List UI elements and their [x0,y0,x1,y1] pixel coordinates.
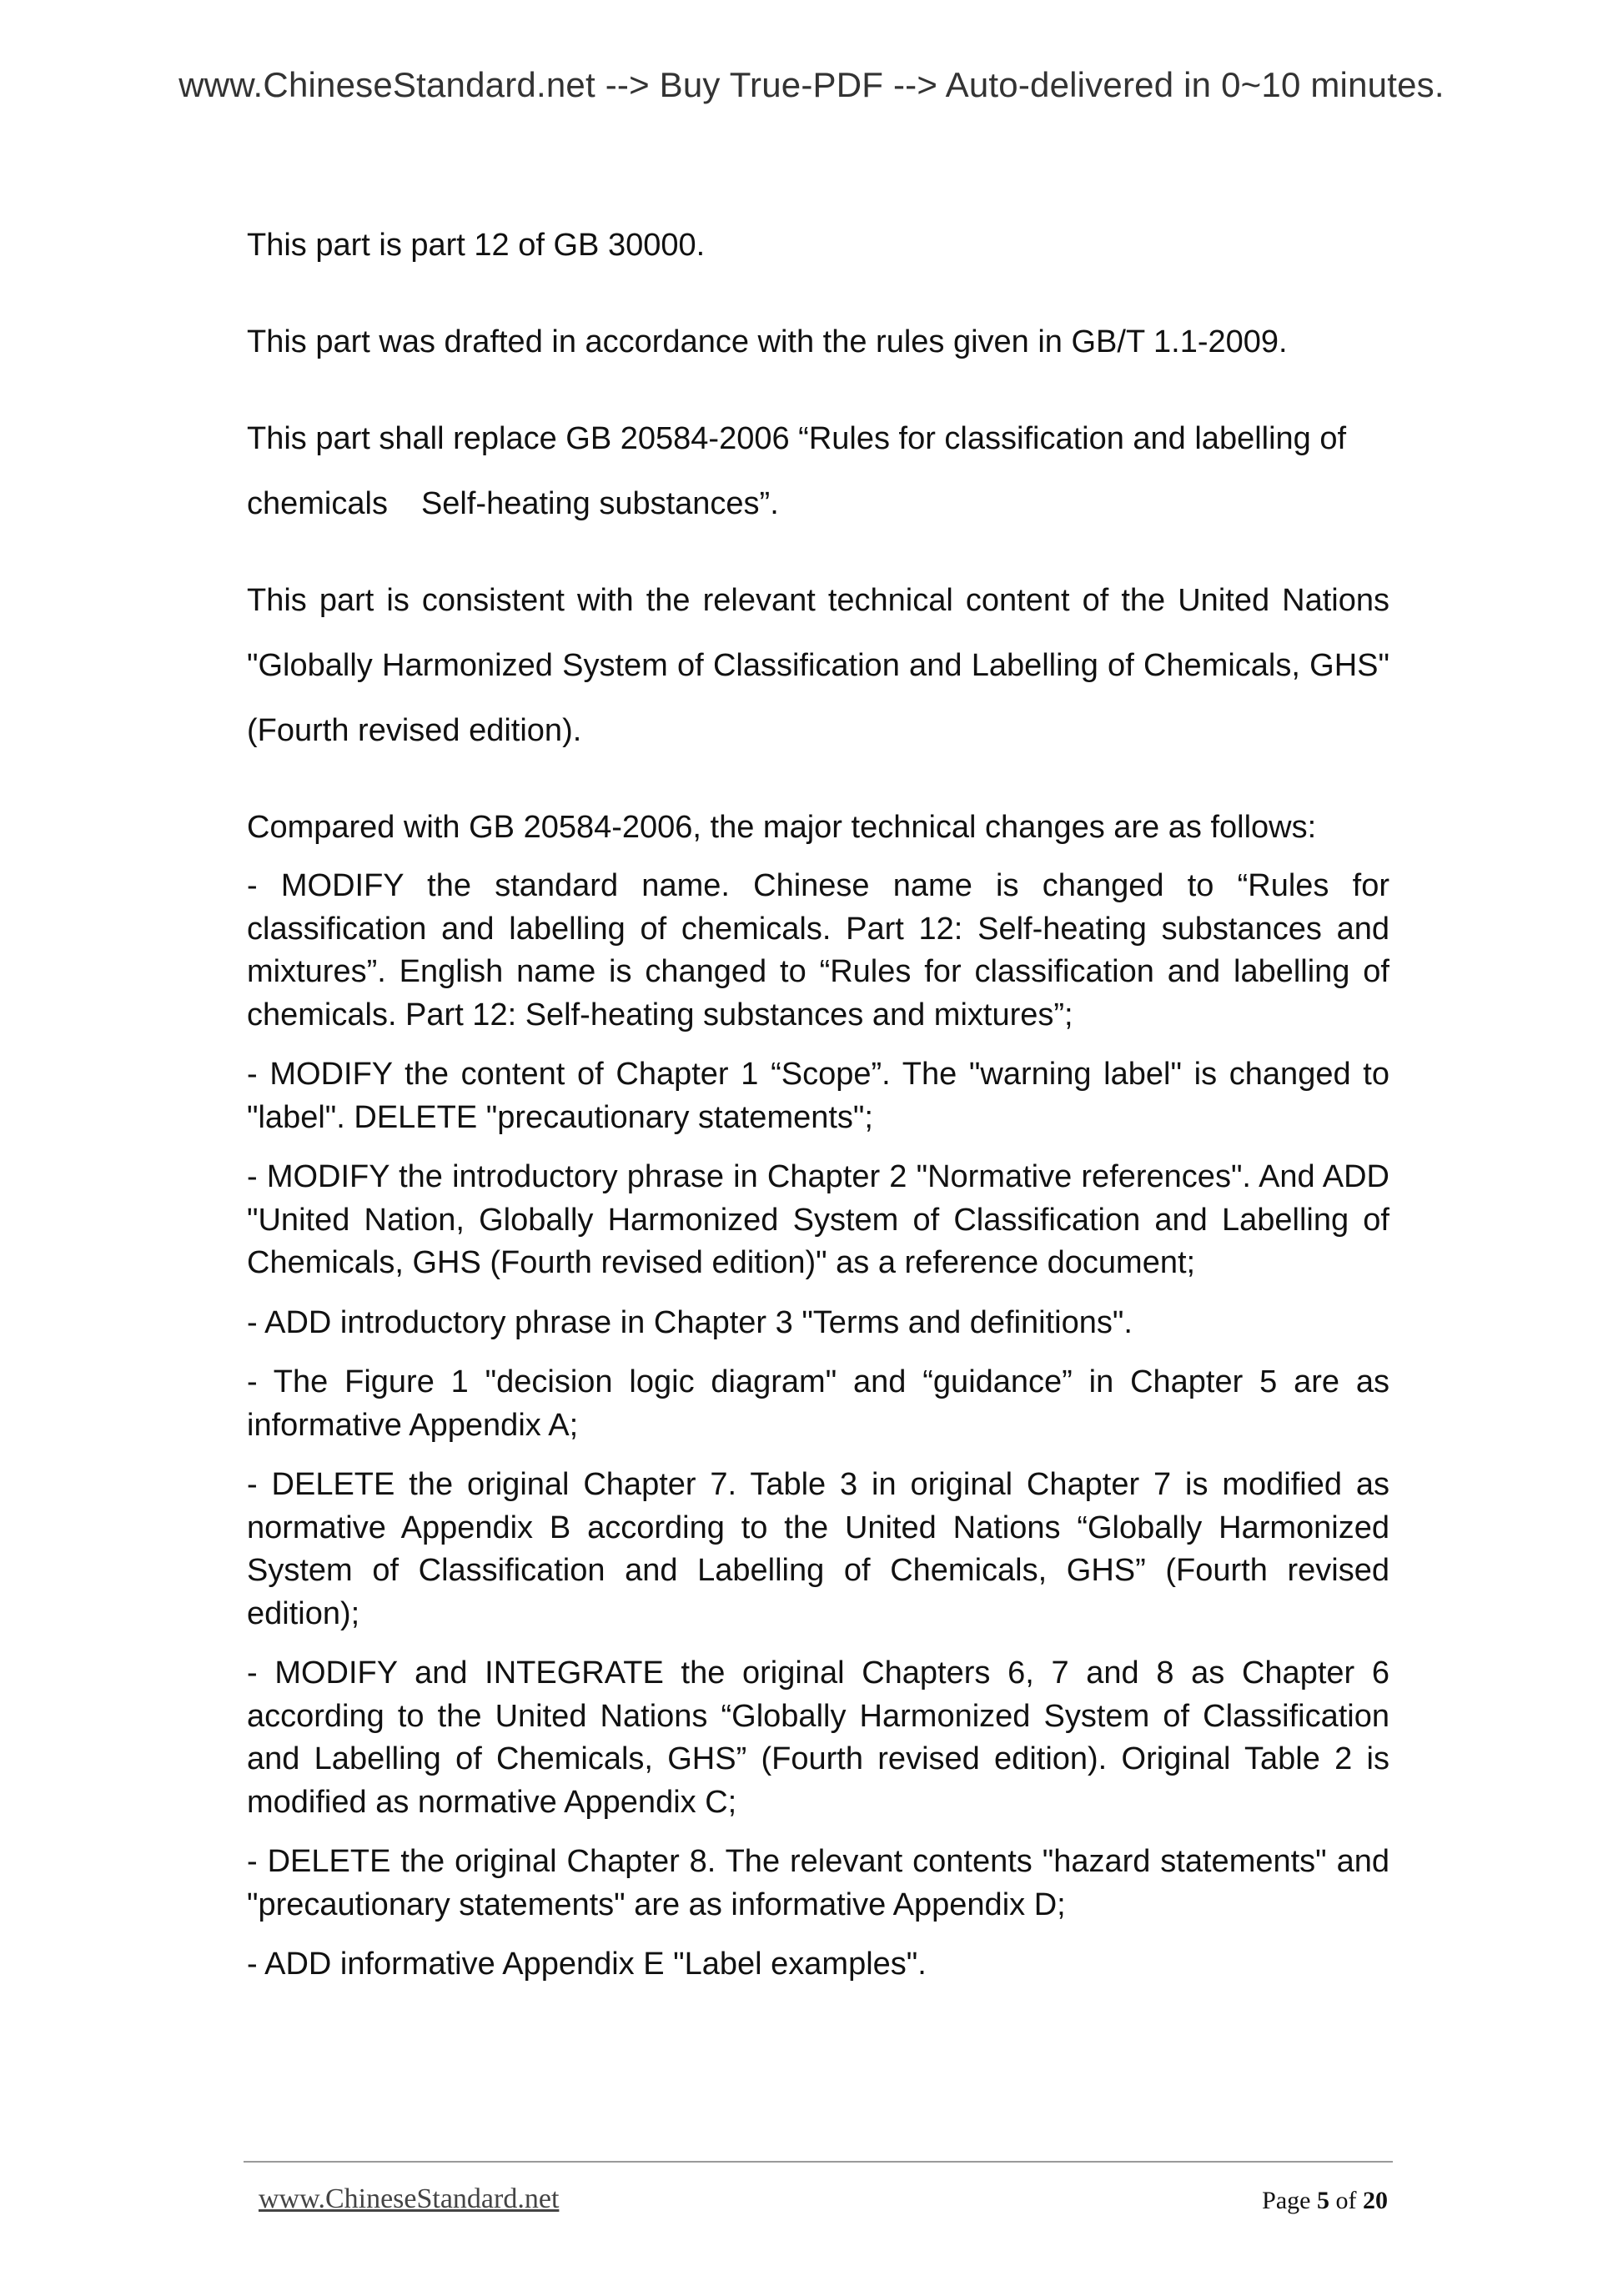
replacement-line-2a: chemicals [247,486,388,521]
paragraph-changes-intro: Compared with GB 20584-2006, the major technical changes are as follows: [247,810,1317,845]
changes-list [247,865,1389,1987]
page-number [1262,2187,1388,2215]
paragraph-drafting-rules: This part was drafted in accordance with the rules given in GB/T 1.1-2009. [247,324,1288,359]
document-body [247,213,1389,2003]
page-of: of [1335,2187,1357,2214]
list-item: - ADD introductory phrase in Chapter 3 "Terms and definitions". [247,1304,1133,1340]
page-label: Page [1262,2187,1311,2214]
replacement-line-1: This part shall replace GB 20584-2006 “Rules for classification and labelling of [247,421,1347,456]
list-item: - MODIFY and INTEGRATE the original Chapters 6, 7 and 8 as Chapter 6 according to the United Nations “Globally Harmonized System of Classification and Labelling of Chemicals, GHS” (Fourth revised edition). Original Table 2 is modified as normative Appendix C; [247,1655,1389,1820]
footer-divider [244,2161,1393,2163]
list-item: - DELETE the original Chapter 7. Table 3 in original Chapter 7 is modified as normative Appendix B according to the United Nations “Globally Harmonized System of Classification and Labelling of Chemicals, GHS” (Fourth revised edition); [247,1467,1389,1631]
list-item: - DELETE the original Chapter 8. The relevant contents "hazard statements" and "precautionary statements" are as informative Appendix D; [247,1844,1389,1922]
list-item: - MODIFY the standard name. Chinese name is changed to “Rules for classification and labelling of chemicals. Part 12: Self-heating substances and mixtures”. English name is changed to “Rules for classification and labelling of chemicals. Part 12: Self-heating substances and mixtures”; [247,868,1389,1032]
paragraph-replacement [247,406,1389,536]
list-item: - The Figure 1 "decision logic diagram" and “guidance” in Chapter 5 are as informative Appendix A; [247,1364,1389,1443]
header-banner: www.ChineseStandard.net --> Buy True-PDF --> Auto-delivered in 0~10 minutes. [178,65,1445,104]
list-item: - ADD informative Appendix E "Label examples". [247,1947,927,1982]
list-item: - MODIFY the introductory phrase in Chapter 2 "Normative references". And ADD "United Nation, Globally Harmonized System of Classification and Labelling of Chemicals, GHS (Fourth revised edition)" as a reference document; [247,1159,1389,1280]
footer-website-link[interactable]: www.ChineseStandard.net [259,2183,560,2214]
list-item: - MODIFY the content of Chapter 1 “Scope”. The "warning label" is changed to "label". DELETE "precautionary statements"; [247,1057,1389,1135]
paragraph-ghs-consistency: This part is consistent with the relevant technical content of the United Nations "Globally Harmonized System of Classification and Labelling of Chemicals, GHS" (Fourth revised edition). [247,583,1389,748]
page-total: 20 [1363,2187,1388,2214]
paragraph-part-number: This part is part 12 of GB 30000. [247,228,706,263]
replacement-line-2b: Self-heating substances”. [420,486,779,521]
page-current: 5 [1317,2187,1329,2214]
